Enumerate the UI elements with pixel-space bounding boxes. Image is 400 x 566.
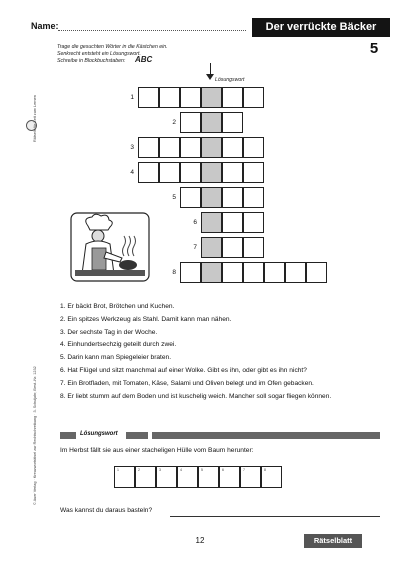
solution-cell-number: 8: [264, 468, 266, 472]
solution-cell-number: 6: [222, 468, 224, 472]
grid-cell[interactable]: [306, 262, 327, 283]
craft-answer-line[interactable]: [170, 516, 380, 517]
solution-letter-cell[interactable]: [114, 466, 135, 488]
grid-cell[interactable]: [243, 187, 264, 208]
grid-row-number: 6: [193, 219, 197, 226]
grid-cell[interactable]: [243, 212, 264, 233]
clue-5: 5. Darin kann man Spiegeleier braten.: [60, 354, 172, 362]
clue-list: [60, 301, 380, 403]
grid-cell[interactable]: [222, 262, 243, 283]
solution-letter-cell[interactable]: [135, 466, 156, 488]
grid-cell[interactable]: [138, 87, 159, 108]
grid-cell[interactable]: [222, 87, 243, 108]
grid-row-number: 8: [172, 269, 176, 276]
solution-cell[interactable]: [201, 187, 222, 208]
solution-question: Im Herbst fällt sie aus einer stacheligen Hülle vom Baum herunter:: [60, 447, 254, 454]
grid-cell[interactable]: [138, 162, 159, 183]
solution-cell-number: 2: [138, 468, 140, 472]
solution-letter-cell[interactable]: [177, 466, 198, 488]
grid-cell[interactable]: [243, 137, 264, 158]
clue-4: 4. Einhundertsechzig geteilt durch zwei.: [60, 341, 177, 349]
solution-letter-cell[interactable]: [219, 466, 240, 488]
grid-cell[interactable]: [222, 187, 243, 208]
instruction-line-3: Schreibe in Blockbuchstaben:: [57, 58, 126, 64]
grid-cell[interactable]: [243, 237, 264, 258]
solution-cell[interactable]: [201, 112, 222, 133]
clue-1: 1. Er bäckt Brot, Brötchen und Kuchen.: [60, 303, 175, 310]
baker-illustration: [70, 212, 150, 282]
clue-3: 3. Der sechste Tag in der Woche.: [60, 328, 158, 336]
grid-cell[interactable]: [264, 262, 285, 283]
instruction-line-1: Trage die gesuchten Wörter in die Kästchen ein.: [57, 44, 168, 50]
solution-letter-cell[interactable]: [240, 466, 261, 488]
divider-bar-left: [60, 432, 76, 439]
clue-8: 8. Er liebt stumm auf dem Boden und ist kuschelig weich. Mancher soll sogar fliegen können.: [60, 392, 332, 400]
name-field-line[interactable]: [58, 30, 246, 31]
grid-cell[interactable]: [243, 87, 264, 108]
grid-cell[interactable]: [222, 112, 243, 133]
side-text-copyright: © Auer Verlag · Kreuzworträtsel zur Rechtschreibung · 3. Schuljahr, Best.-Nr. 1232: [33, 366, 37, 505]
solution-word-label: Lösungswort: [215, 77, 245, 83]
grid-cell[interactable]: [159, 162, 180, 183]
instruction-line-2: Senkrecht entsteht ein Lösungswort.: [57, 51, 141, 57]
solution-cell-number: 7: [243, 468, 245, 472]
grid-cell[interactable]: [180, 137, 201, 158]
grid-row-number: 3: [130, 144, 134, 151]
grid-cell[interactable]: [222, 212, 243, 233]
solution-cell-number: 4: [180, 468, 182, 472]
worksheet-title: Der verrückte Bäcker: [252, 18, 390, 37]
grid-cell[interactable]: [222, 237, 243, 258]
solution-letter-cell[interactable]: [198, 466, 219, 488]
solution-cell[interactable]: [201, 87, 222, 108]
divider-bar-right: [152, 432, 380, 439]
name-label: Name:: [31, 21, 59, 31]
grid-cell[interactable]: [180, 87, 201, 108]
arrow-down-icon: [206, 74, 214, 80]
grid-row-number: 4: [130, 169, 134, 176]
solution-cell[interactable]: [201, 137, 222, 158]
solution-cell[interactable]: [201, 212, 222, 233]
grid-row-number: 2: [172, 119, 176, 126]
craft-question: Was kannst du daraus basteln?: [60, 507, 153, 514]
worksheet-number: 5: [369, 40, 379, 57]
grid-cell[interactable]: [180, 187, 201, 208]
grid-cell[interactable]: [222, 162, 243, 183]
grid-cell[interactable]: [285, 262, 306, 283]
grid-cell[interactable]: [222, 137, 243, 158]
clue-6: 6. Hat Flügel und sitzt manchmal auf einer Wolke. Gibt es ihn, oder gibt es ihn nicht?: [60, 366, 307, 374]
solution-cell-number: 1: [117, 468, 119, 472]
grid-cell[interactable]: [138, 137, 159, 158]
solution-cell[interactable]: [201, 237, 222, 258]
solution-cell-number: 3: [159, 468, 161, 472]
grid-cell[interactable]: [180, 162, 201, 183]
grid-row-number: 7: [193, 244, 197, 251]
clue-2: 2. Ein spitzes Werkzeug als Stahl. Damit kann man nähen.: [60, 315, 232, 323]
solution-letter-cell[interactable]: [156, 466, 177, 488]
divider-bar-middle: [126, 432, 148, 439]
grid-cell[interactable]: [159, 137, 180, 158]
grid-row-number: 1: [130, 94, 134, 101]
grid-cell[interactable]: [180, 112, 201, 133]
clue-7: 7. Ein Brotfladen, mit Tomaten, Käse, Salami und Oliven belegt und im Ofen gebacken.: [60, 379, 314, 387]
footer-badge: Rätselblatt: [304, 534, 362, 548]
block-letters-example: ABC: [135, 55, 153, 64]
grid-cell[interactable]: [243, 162, 264, 183]
solution-cell[interactable]: [201, 262, 222, 283]
grid-cell[interactable]: [243, 262, 264, 283]
grid-cell[interactable]: [159, 87, 180, 108]
solution-cell[interactable]: [201, 162, 222, 183]
solution-cell-number: 5: [201, 468, 203, 472]
grid-cell[interactable]: [180, 262, 201, 283]
solution-section-label: Lösungswort: [80, 431, 118, 437]
grid-row-number: 5: [172, 194, 176, 201]
page-number: 12: [195, 536, 205, 545]
side-text-top: Rätseln für Zeit zum Lernen: [33, 95, 37, 142]
solution-letter-cell[interactable]: [261, 466, 282, 488]
